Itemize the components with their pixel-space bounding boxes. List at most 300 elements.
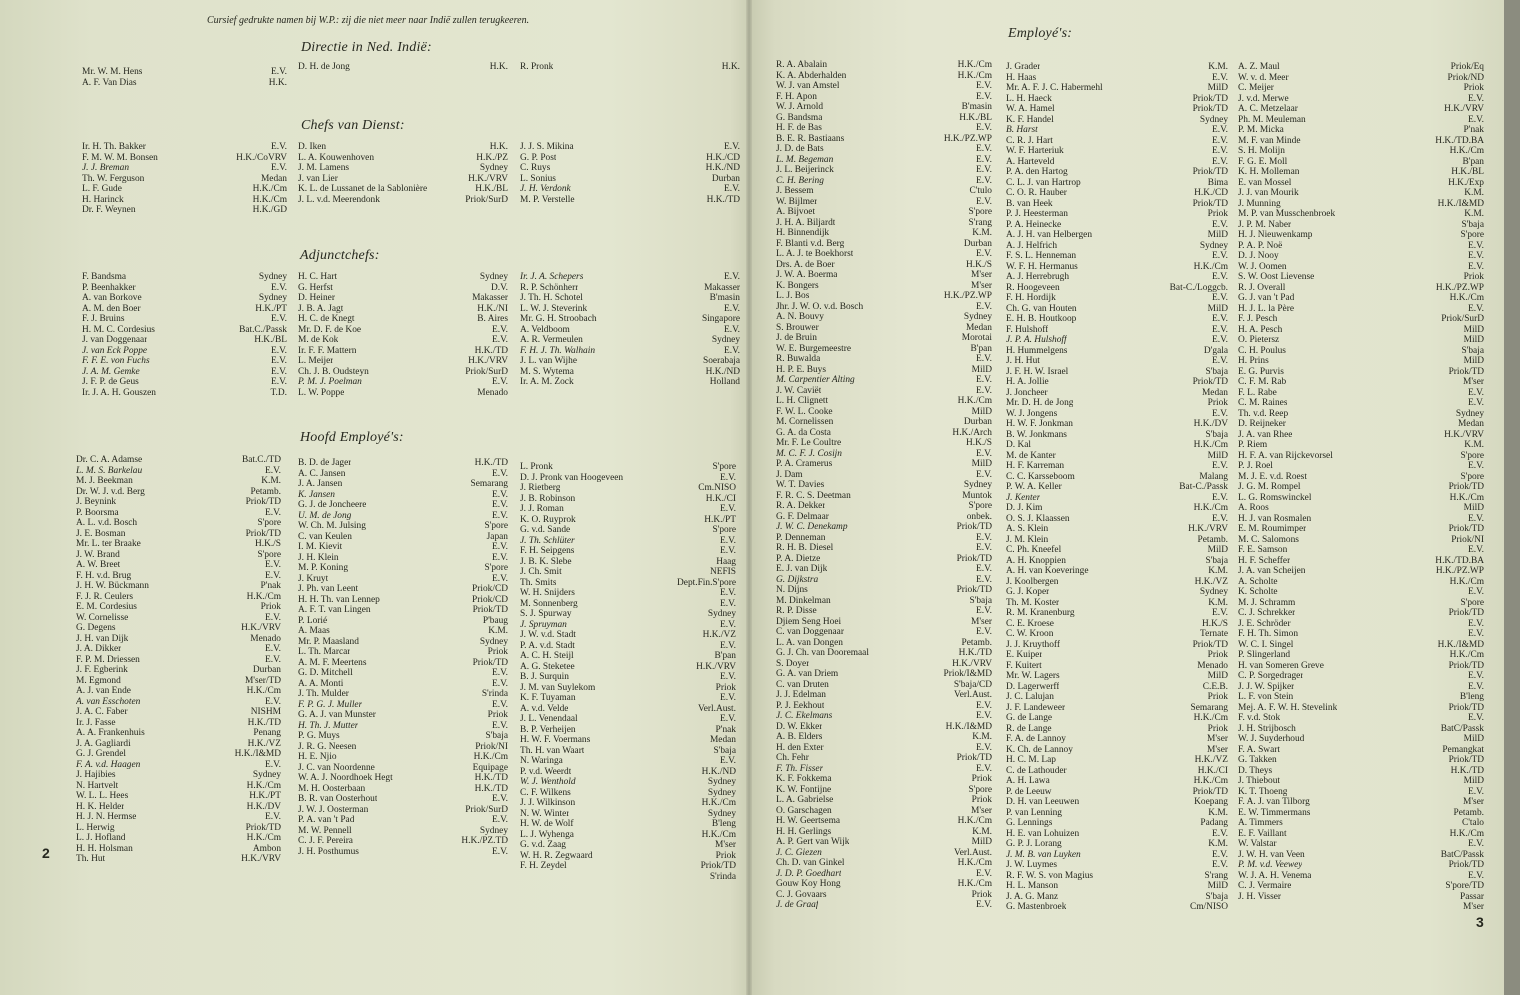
person-name: M. W. Pennell xyxy=(298,825,352,836)
location-code: Makasser xyxy=(704,282,740,293)
list-item xyxy=(298,153,508,164)
location-code: H.K./PZ.WP xyxy=(1435,566,1484,576)
location-code: M'ser xyxy=(971,280,992,291)
location-code: H.K./Cm xyxy=(957,60,992,70)
person-name: J. W. J. Oosterman xyxy=(298,804,369,815)
location-code: E.V. xyxy=(1468,398,1484,408)
person-name: A. C. H. Steijl xyxy=(520,651,574,661)
list-item xyxy=(298,469,508,480)
list-item xyxy=(1006,472,1228,483)
person-name: J. P. A. Hulshoff xyxy=(1006,335,1067,345)
location-code: E.V. xyxy=(976,627,992,637)
location-code: Medan xyxy=(1201,387,1228,398)
person-name: E. F. Vaillant xyxy=(1238,828,1287,839)
location-code: Priok/TD xyxy=(1192,786,1228,797)
location-code: Sydney xyxy=(707,808,736,819)
location-code: Priok/NI xyxy=(1451,534,1484,545)
location-code: E.V. xyxy=(720,588,736,598)
location-code: D.V. xyxy=(490,282,508,293)
list-item xyxy=(776,71,992,82)
list-item xyxy=(1006,335,1228,346)
list-item xyxy=(776,228,992,239)
list-item xyxy=(1238,734,1484,745)
person-name: H. C. de Knegt xyxy=(298,314,355,324)
location-code: M'ser xyxy=(1463,377,1484,387)
list-item xyxy=(76,854,281,865)
list-item xyxy=(76,497,281,508)
person-name: H. L. Manson xyxy=(1006,881,1059,891)
location-code: K.M. xyxy=(972,826,992,837)
person-name: A. J. H. van Helbergen xyxy=(1006,230,1093,240)
person-name: W. J. van Amstel xyxy=(776,81,840,91)
location-code: E.V. xyxy=(976,144,992,154)
person-name: F. J. Pesch xyxy=(1238,314,1278,324)
list-item xyxy=(1006,220,1228,231)
person-name: G. Bandsma xyxy=(776,112,823,123)
person-name: G. J. de Joncheere xyxy=(298,500,367,510)
list-item xyxy=(776,701,992,712)
list-item xyxy=(520,735,736,746)
list-item xyxy=(1006,839,1228,850)
person-name: J. Munning xyxy=(1238,198,1281,209)
location-code: Priok/I&MD xyxy=(943,669,992,679)
list-item xyxy=(1006,661,1228,672)
person-name: H. J. L. la Père xyxy=(1238,303,1294,314)
location-code: H.K./Cm xyxy=(957,396,992,406)
person-name: J. A. C. Faber xyxy=(76,707,128,717)
person-name: H. Binnendijk xyxy=(776,228,830,238)
list-item xyxy=(1238,199,1484,210)
adjunct-col-3 xyxy=(520,272,740,388)
person-name: J. W. Brand xyxy=(76,549,120,560)
location-code: H.K./S xyxy=(965,259,992,270)
location-code: K.M. xyxy=(1208,62,1228,72)
location-code: E.V. xyxy=(1468,461,1484,471)
person-name: Mr. F. Le Coultre xyxy=(776,438,842,448)
person-name: F. L. Rabe xyxy=(1238,387,1277,398)
list-item xyxy=(298,616,508,627)
location-code: K.M. xyxy=(1208,566,1228,576)
list-item xyxy=(776,659,992,670)
location-code: E.V. xyxy=(1212,828,1228,839)
person-name: M. Egmond xyxy=(76,675,121,686)
location-code: H.K./Cm xyxy=(701,829,736,840)
person-name: D. Theys xyxy=(1238,765,1273,776)
location-code: H.K./TD xyxy=(474,458,508,468)
list-item xyxy=(1006,556,1228,567)
person-name: G. Mastenbroek xyxy=(1006,902,1067,912)
list-item xyxy=(298,605,508,616)
list-item xyxy=(298,163,508,174)
list-item xyxy=(776,470,992,481)
person-name: P. A. Cramerus xyxy=(776,459,833,469)
person-name: J. A. Jansen xyxy=(298,479,343,489)
list-item xyxy=(1238,482,1484,493)
list-item xyxy=(1238,461,1484,472)
location-code: Malang xyxy=(1199,471,1228,482)
list-item xyxy=(1006,514,1228,525)
location-code: H.K./BL xyxy=(254,335,287,345)
person-name: A. Harteveld xyxy=(1006,156,1055,167)
list-item xyxy=(1006,146,1228,157)
location-code: B'pan xyxy=(970,343,992,354)
location-code: E.V. xyxy=(271,345,287,356)
person-name: H. W. F. Jonkman xyxy=(1006,419,1073,429)
person-name: C. J. Schrekker xyxy=(1238,608,1296,618)
location-code: Priok xyxy=(715,850,736,861)
location-code: BatC/Passk xyxy=(1440,849,1484,860)
person-name: B. P. Verheijen xyxy=(520,724,576,735)
location-code: Priok xyxy=(1207,692,1228,702)
location-code: Medan xyxy=(260,173,287,184)
person-name: F. S. L. Henneman xyxy=(1006,251,1077,261)
location-code: P'nak xyxy=(1463,125,1484,135)
location-code: H.K./Cm xyxy=(1449,146,1484,156)
list-item xyxy=(298,532,508,543)
person-name: E. W. Timmermans xyxy=(1238,807,1311,818)
location-code: H.K./CoVRV xyxy=(236,152,287,163)
person-name: J. M. B. van Luyken xyxy=(1006,849,1081,860)
person-name: H. C. M. Lap xyxy=(1006,755,1056,765)
location-code: MilD xyxy=(971,364,992,375)
list-item xyxy=(776,522,992,533)
person-name: G. v.d. Zaag xyxy=(520,840,566,850)
location-code: H.K./VRV xyxy=(696,661,736,672)
person-name: P. van Lenning xyxy=(1006,807,1062,818)
location-code: H.K./PZ xyxy=(476,152,508,163)
location-code: S'pore xyxy=(484,563,508,573)
location-code: MilD xyxy=(1207,450,1228,461)
person-name: A. Bijvoet xyxy=(776,207,816,217)
person-name: H. E. Njio xyxy=(298,752,337,762)
location-code: E.V. xyxy=(720,546,736,556)
location-code: Muntok xyxy=(962,490,992,501)
directie-col-2 xyxy=(298,62,508,73)
location-code: S'rang xyxy=(1204,870,1228,881)
list-item xyxy=(82,377,287,388)
list-item xyxy=(76,571,281,582)
location-code: S'pore xyxy=(257,549,281,560)
list-item xyxy=(76,539,281,550)
location-code: E.V. xyxy=(1468,786,1484,797)
person-name: W. Bijlmer xyxy=(776,196,818,207)
location-code: E.V. xyxy=(1212,135,1228,146)
list-item xyxy=(298,304,508,315)
list-item xyxy=(1006,713,1228,724)
list-item xyxy=(1006,745,1228,756)
location-code: E.V. xyxy=(271,142,287,152)
list-item xyxy=(1238,209,1484,220)
person-name: P. Slingerland xyxy=(1238,650,1291,660)
list-item xyxy=(1006,346,1228,357)
list-item xyxy=(1006,451,1228,462)
location-code: E.V. xyxy=(265,812,281,822)
list-item xyxy=(1006,808,1228,819)
person-name: M. de Kanter xyxy=(1006,450,1056,461)
person-name: R. J. Overall xyxy=(1238,282,1286,293)
person-name: W. A. J. Noordhoek Hegt xyxy=(298,773,393,783)
list-item xyxy=(520,515,736,526)
location-code: Priok/TD xyxy=(1448,524,1484,534)
person-name: F. H. Th. Simon xyxy=(1238,629,1299,639)
location-code: E.V. xyxy=(976,165,992,175)
list-item xyxy=(1238,335,1484,346)
location-code: E.V. xyxy=(976,354,992,364)
list-item xyxy=(1238,136,1484,147)
person-name: C. Ph. Kneefel xyxy=(1006,545,1062,555)
location-code: T.D. xyxy=(270,387,287,398)
list-item xyxy=(776,764,992,775)
list-item xyxy=(1006,871,1228,882)
location-code: K.M. xyxy=(488,626,508,636)
list-item xyxy=(776,281,992,292)
list-item xyxy=(520,546,736,557)
person-name: L. F. Gude xyxy=(82,184,122,194)
list-item xyxy=(1238,115,1484,126)
person-name: J. C. Ekelmans xyxy=(776,711,833,721)
list-item xyxy=(776,816,992,827)
list-item xyxy=(776,260,992,271)
person-name: L. Sonius xyxy=(520,173,556,184)
list-item xyxy=(1238,167,1484,178)
location-code: M'ser/TD xyxy=(244,675,281,686)
person-name: M. Dinkelman xyxy=(776,595,831,606)
person-name: C. H. Bering xyxy=(776,175,824,186)
location-code: H.K./Cm xyxy=(1193,503,1228,513)
person-name: W. J. Arnold xyxy=(776,102,824,112)
person-name: P. A. v.d. Stadt xyxy=(520,640,575,651)
list-item xyxy=(520,830,736,841)
location-code: H.K./TD xyxy=(474,783,508,794)
person-name: M. F. van Minde xyxy=(1238,135,1301,146)
location-code: Priok/TD xyxy=(1192,377,1228,387)
person-name: A. Scholte xyxy=(1238,576,1278,587)
location-code: Priok xyxy=(1207,398,1228,408)
person-name: J. D. P. Goedhart xyxy=(776,868,842,879)
location-code: E.V. xyxy=(1468,240,1484,251)
list-item xyxy=(776,155,992,166)
location-code: E.V. xyxy=(1468,713,1484,723)
list-item xyxy=(298,314,508,325)
list-item xyxy=(776,869,992,880)
list-item xyxy=(520,788,736,799)
list-item xyxy=(1238,514,1484,525)
person-name: C. W. Kroon xyxy=(1006,629,1054,639)
list-item xyxy=(298,658,508,669)
person-name: J. J. Kruythoff xyxy=(1006,639,1060,650)
list-item xyxy=(520,851,736,862)
list-item xyxy=(520,346,740,357)
location-code: Sydney xyxy=(252,770,281,780)
person-name: G. Dijkstra xyxy=(776,574,819,585)
person-name: J. M. van Suylekom xyxy=(520,682,596,693)
location-code: E.V. xyxy=(720,756,736,766)
location-code: S'baja xyxy=(969,595,992,606)
list-item xyxy=(1238,860,1484,871)
person-name: A. Z. Maul xyxy=(1238,62,1280,72)
list-item xyxy=(776,795,992,806)
person-name: J. H. Visser xyxy=(1238,891,1282,902)
person-name: J. Kruyt xyxy=(298,573,329,584)
list-item xyxy=(776,512,992,523)
location-code: S'pore xyxy=(1460,471,1484,482)
person-name: W. Cornelisse xyxy=(76,612,129,623)
location-code: onbek. xyxy=(966,511,992,522)
list-item xyxy=(298,700,508,711)
list-item xyxy=(520,672,736,683)
location-code: E.V. xyxy=(492,699,508,710)
list-item xyxy=(1238,367,1484,378)
list-item xyxy=(1006,83,1228,94)
location-code: H.K./VRV xyxy=(1444,429,1484,440)
person-name: K. O. Ruyprok xyxy=(520,514,576,525)
person-name: L. Th. Marcar xyxy=(298,647,351,657)
list-item xyxy=(1006,304,1228,315)
location-code: M'ser xyxy=(1207,744,1228,755)
location-code: H.K./Cm xyxy=(957,816,992,826)
list-item xyxy=(76,781,281,792)
person-name: J. J. Wilkinson xyxy=(520,798,576,808)
location-code: E.V. xyxy=(265,644,281,654)
person-name: H. A. Jollie xyxy=(1006,377,1049,387)
list-item xyxy=(298,293,508,304)
list-item xyxy=(520,578,736,589)
person-name: J. A. van Scheijen xyxy=(1238,566,1306,576)
list-item xyxy=(1238,892,1484,903)
person-name: Jhr. J. W. O. v.d. Bosch xyxy=(776,301,864,312)
person-name: J. W. A. Boerma xyxy=(776,270,838,280)
list-item xyxy=(1006,241,1228,252)
list-item xyxy=(1006,482,1228,493)
list-item xyxy=(1006,157,1228,168)
location-code: Sydney xyxy=(258,272,287,282)
person-name: Ir. H. Th. Bakker xyxy=(82,142,146,152)
person-name: F. Bandsma xyxy=(82,272,127,282)
location-code: E.V. xyxy=(976,564,992,574)
person-name: P. A. P. Noë xyxy=(1238,240,1283,251)
location-code: E.V. xyxy=(1212,314,1228,324)
location-code: Holland xyxy=(709,377,740,387)
location-code: Medan xyxy=(1457,419,1484,429)
list-item xyxy=(1006,755,1228,766)
location-code: E.V. xyxy=(724,303,740,314)
list-item xyxy=(1006,398,1228,409)
person-name: M. J. Schramm xyxy=(1238,597,1296,608)
list-item xyxy=(776,501,992,512)
person-name: R. A. Abalain xyxy=(776,60,828,70)
person-name: A. Maas xyxy=(298,626,330,636)
person-name: J. Ch. Smit xyxy=(520,567,562,577)
location-code: MilD xyxy=(1207,545,1228,555)
list-item xyxy=(776,60,992,71)
list-item xyxy=(1238,629,1484,640)
person-name: M. S. Wytema xyxy=(520,366,574,377)
person-name: W. J. Jongens xyxy=(1006,408,1058,419)
location-code: M'ser xyxy=(1463,902,1484,912)
list-item xyxy=(520,184,740,195)
location-code: MilD xyxy=(1207,303,1228,314)
person-name: M. H. Oosterbaan xyxy=(298,783,366,794)
location-code: E.V. xyxy=(976,868,992,879)
person-name: C. Ruys xyxy=(520,163,551,173)
location-code: MilD xyxy=(971,459,992,469)
location-code: Haag xyxy=(716,556,736,567)
list-item xyxy=(82,346,287,357)
location-code: Sydney xyxy=(1199,114,1228,125)
location-code: E.V. xyxy=(976,711,992,721)
location-code: Verl.Aust. xyxy=(953,690,992,700)
location-code: E.V. xyxy=(271,282,287,293)
location-code: H.K./Cm xyxy=(246,591,281,602)
location-code: E.V. xyxy=(976,175,992,186)
location-code: E.V. xyxy=(1468,251,1484,261)
list-item xyxy=(1006,440,1228,451)
person-name: J. W. C. Denekamp xyxy=(776,522,848,532)
location-code: H.K./Cm xyxy=(1193,713,1228,723)
location-code: E.V. xyxy=(1468,545,1484,555)
list-item xyxy=(1238,535,1484,546)
list-item xyxy=(776,396,992,407)
person-name: H. M. C. Cordesius xyxy=(82,324,155,335)
location-code: NEFIS xyxy=(709,567,736,577)
list-item xyxy=(520,599,736,610)
list-item xyxy=(1006,818,1228,829)
list-item xyxy=(1006,314,1228,325)
list-item xyxy=(1238,808,1484,819)
location-code: Sydney xyxy=(963,312,992,322)
location-code: E.V. xyxy=(724,324,740,335)
list-item xyxy=(82,78,287,89)
list-item xyxy=(1238,356,1484,367)
location-code: E.V. xyxy=(1468,618,1484,629)
person-name: J. H. Strijbosch xyxy=(1238,723,1296,734)
location-code: Priok/TD xyxy=(1448,660,1484,671)
list-item xyxy=(776,606,992,617)
person-name: E. van Mossel xyxy=(1238,177,1292,188)
location-code: Sydney xyxy=(479,272,508,282)
person-name: Th. H. van Waart xyxy=(520,745,585,756)
person-name: F. H. Zeydel xyxy=(520,861,567,871)
list-item xyxy=(776,81,992,92)
person-name: K. Ch. de Lannoy xyxy=(1006,744,1073,755)
person-name: A. S. Klein xyxy=(1006,524,1049,534)
location-code: Priok xyxy=(1207,209,1228,219)
location-code: C'talo xyxy=(1461,818,1484,828)
location-code: S'rinda xyxy=(481,689,508,699)
person-name: A. Roos xyxy=(1238,503,1269,513)
location-code: H.K./PZ.TD xyxy=(461,836,508,846)
person-name: J. J. Roman xyxy=(520,504,564,514)
location-code: Singapore xyxy=(701,314,740,324)
list-item xyxy=(520,809,736,820)
list-item xyxy=(776,186,992,197)
location-code: K.M. xyxy=(972,732,992,742)
list-item xyxy=(776,554,992,565)
list-item xyxy=(520,174,740,185)
list-item xyxy=(1238,902,1484,913)
list-item xyxy=(1238,556,1484,567)
list-item xyxy=(776,417,992,428)
list-item xyxy=(1238,94,1484,105)
person-name: J. J. S. Mikina xyxy=(520,142,574,152)
location-code: H.K./TD xyxy=(706,194,740,205)
person-name: Ir. J. A. Schepers xyxy=(520,272,584,282)
list-item xyxy=(776,218,992,229)
location-code: H.K./TD.BA xyxy=(1435,555,1484,566)
location-code: E.V. xyxy=(1212,408,1228,419)
location-code: E.V. xyxy=(1212,219,1228,230)
person-name: G. v.d. Sande xyxy=(520,525,571,535)
